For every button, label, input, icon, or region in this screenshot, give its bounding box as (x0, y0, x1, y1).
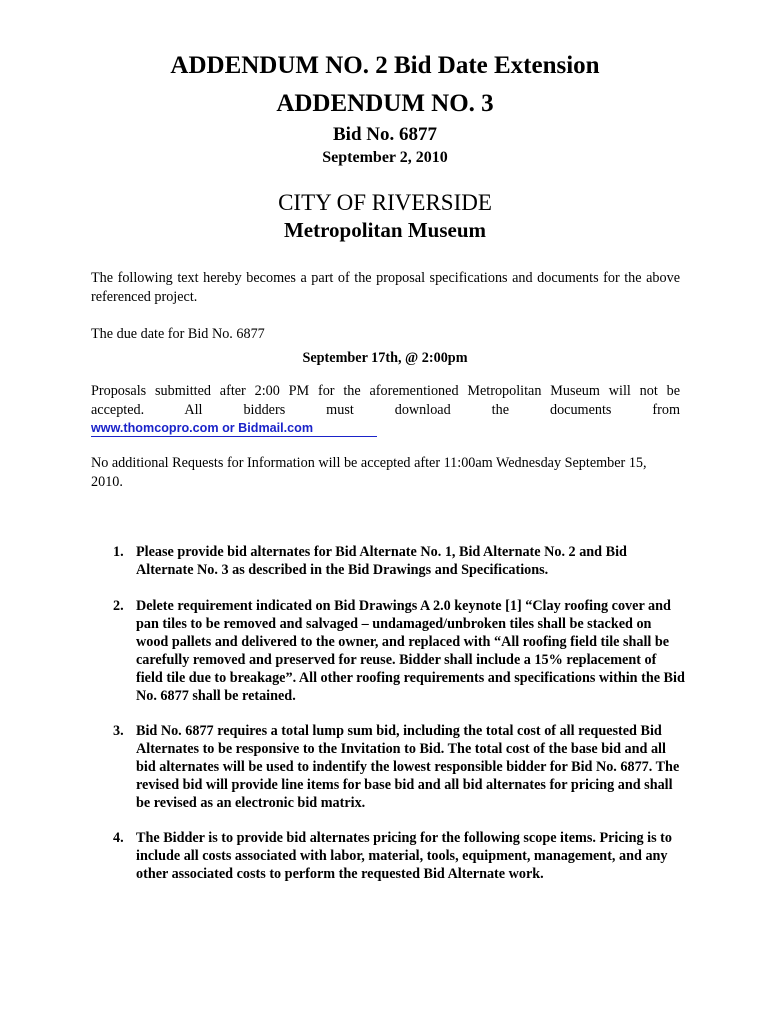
list-item-number: 4. (113, 830, 124, 846)
list-item-text: Please provide bid alternates for Bid Alternate No. 1, Bid Alternate No. 2 and Bid Alternate No. 3 as described in the Bid Drawings and Specifications. (136, 544, 627, 578)
list-item-number: 1. (113, 544, 124, 560)
document-date: September 2, 2010 (322, 149, 448, 166)
due-date-value: September 17th, @ 2:00pm (302, 350, 468, 366)
proposals-line-2: accepted. All bidders must download the documents from (91, 402, 680, 418)
list-item-number: 2. (113, 598, 124, 614)
list-item-text: Bid No. 6877 requires a total lump sum bid, including the total cost of all requested Bid Alternates to be responsive to the Invitation to Bid. The total cost of the base bid and all bid alternates will be used to indentify the lowest responsible bidder for Bid No. 6877. The revised bid will provide line items for base bid and all bid alternates for pricing and shall be revised as an electronic bid matrix. (136, 723, 680, 811)
list-item-text: The Bidder is to provide bid alternates pricing for the following scope items. Pricing is to include all costs associated with labor, material, tools, equipment, management, and any other associated costs to perform the requested Bid Alternate work. (136, 830, 672, 882)
intro-paragraph: The following text hereby becomes a part of the proposal specifications and documents for the above referenced project. (91, 270, 680, 305)
list-item-number: 3. (113, 723, 124, 739)
document-title: ADDENDUM NO. 2 Bid Date Extension (170, 52, 600, 79)
city-name: CITY OF RIVERSIDE (278, 190, 492, 215)
document-subtitle: ADDENDUM NO. 3 (276, 90, 494, 117)
list-item-text: Delete requirement indicated on Bid Drawings A 2.0 keynote [1] “Clay roofing cover and pan tiles to be removed and salvaged – undamaged/unbroken tiles shall be stacked on wood pallets and delivered to the owner, and replaced with “All roofing field tile shall be carefully removed and preserved for reuse. Bidder shall include a 15% replacement of field tile due to breakage”. All other roofing requirements and specifications within the Bid No. 6877 shall be retained. (136, 598, 685, 704)
bid-number: Bid No. 6877 (333, 124, 437, 145)
proposals-line-1: Proposals submitted after 2:00 PM for the aforementioned Metropolitan Museum will not be (91, 383, 680, 399)
project-name: Metropolitan Museum (283, 218, 486, 242)
download-link[interactable]: www.thomcopro.com or Bidmail.com (91, 420, 377, 437)
rfi-notice: No additional Requests for Information will be accepted after 11:00am Wednesday September 15, 2010. (91, 455, 647, 490)
due-date-label: The due date for Bid No. 6877 (91, 326, 265, 342)
proposals-paragraph (91, 382, 680, 420)
